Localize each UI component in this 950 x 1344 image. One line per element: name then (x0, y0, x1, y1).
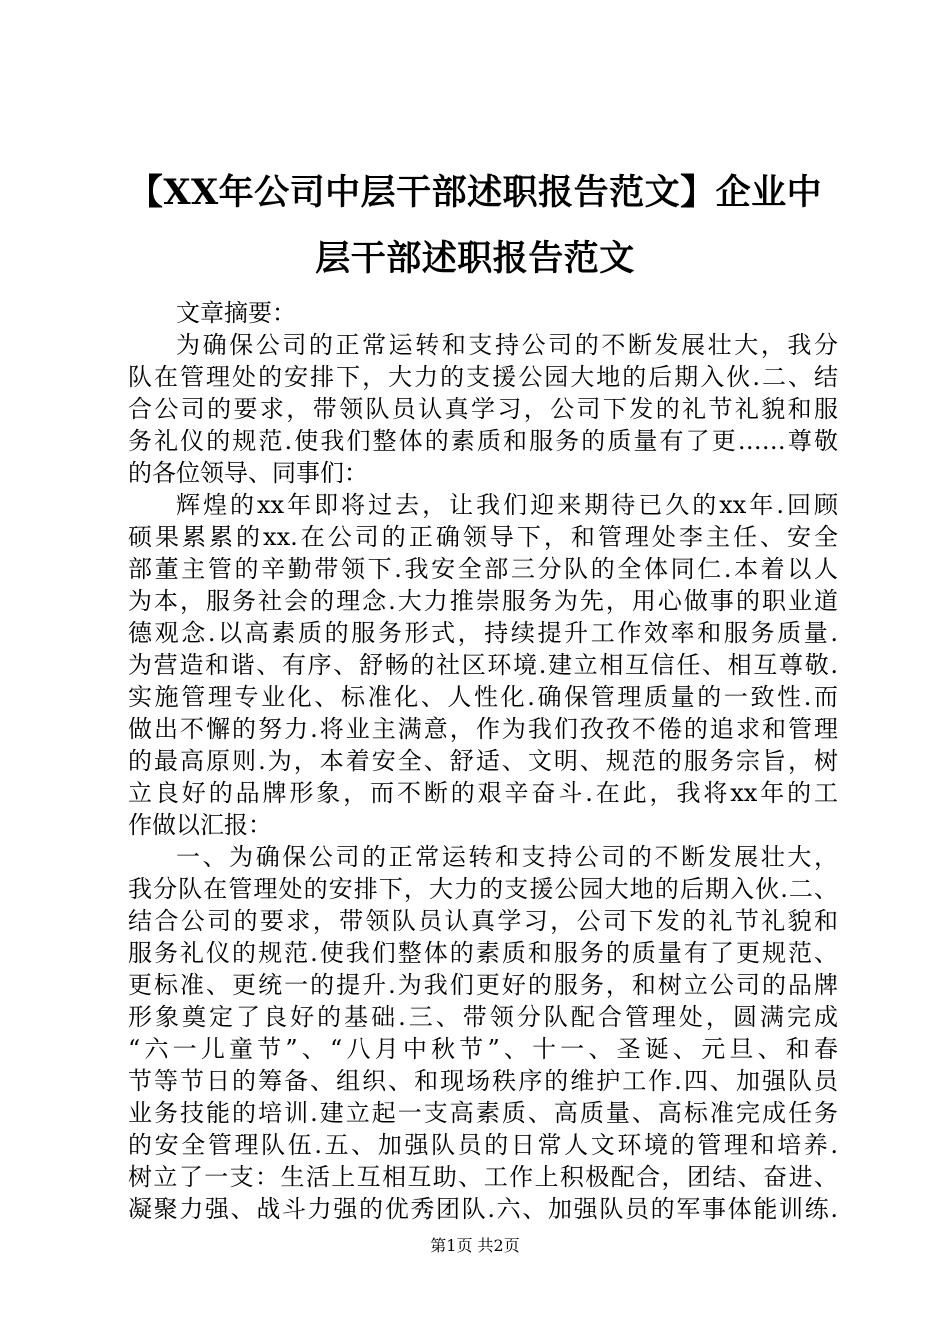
body-text-line: 更标准、更统一的提升.为我们更好的服务，和树立公司的品牌 (128, 971, 838, 999)
document-body (128, 297, 838, 1225)
body-text-line: 节等节日的筹备、组织、和现场秩序的维护工作.四、加强队员 (128, 1067, 838, 1095)
body-text-line: 做出不懈的努力.将业主满意，作为我们孜孜不倦的追求和管理 (128, 715, 838, 743)
body-text-line: 一、为确保公司的正常运转和支持公司的不断发展壮大， (176, 843, 838, 871)
body-text-line: 的安全管理队伍.五、加强队员的日常人文环境的管理和培养. (128, 1131, 838, 1159)
body-text-line: 务礼仪的规范.使我们整体的素质和服务的质量有了更……尊敬 (128, 427, 838, 455)
body-text-line: 我分队在管理处的安排下，大力的支援公园大地的后期入伙.二、 (128, 875, 838, 903)
body-text-line: 业务技能的培训.建立起一支高素质、高质量、高标准完成任务 (128, 1099, 838, 1127)
body-text-line: 为本，服务社会的理念.大力推崇服务为先，用心做事的职业道 (128, 587, 838, 615)
body-text-line: 的各位领导、同事们： (128, 459, 368, 487)
body-text-line: 队在管理处的安排下，大力的支援公园大地的后期入伙.二、结 (128, 363, 838, 391)
body-text-line: 为确保公司的正常运转和支持公司的不断发展壮大，我分 (176, 331, 838, 359)
body-text-line: 德观念.以高素质的服务形式，持续提升工作效率和服务质量. (128, 619, 838, 647)
body-text-line: 合公司的要求，带领队员认真学习，公司下发的礼节礼貌和服 (128, 395, 838, 423)
body-text-line: 辉煌的xx年即将过去，让我们迎来期待已久的xx年.回顾 (176, 491, 838, 519)
body-text-line: 服务礼仪的规范.使我们整体的素质和服务的质量有了更规范、 (128, 939, 838, 967)
page-footer: 第1页 共2页 (430, 1236, 520, 1255)
body-text-line: 凝聚力强、战斗力强的优秀团队.六、加强队员的军事体能训练. (128, 1195, 838, 1223)
body-text-line: 的最高原则.为，本着安全、舒适、文明、规范的服务宗旨，树 (128, 747, 838, 775)
document-title (120, 160, 830, 292)
body-text-line: 文章摘要： (176, 299, 296, 327)
body-text-line: 作做以汇报： (128, 811, 272, 839)
title-line-2: 层干部述职报告范文 (315, 238, 635, 279)
body-text-line: 硕果累累的xx.在公司的正确领导下，和管理处李主任、安全 (128, 523, 838, 551)
title-line-1: 【XX年公司中层干部述职报告范文】企业中 (127, 172, 823, 213)
body-text-line: 形象奠定了良好的基础.三、带领分队配合管理处，圆满完成 (128, 1003, 838, 1031)
body-text-line: 结合公司的要求，带领队员认真学习，公司下发的礼节礼貌和 (128, 907, 838, 935)
body-text-line: 部董主管的辛勤带领下.我安全部三分队的全体同仁.本着以人 (128, 555, 838, 583)
body-text-line: 立良好的品牌形象，而不断的艰辛奋斗.在此，我将xx年的工 (128, 779, 838, 807)
body-text-line: 为营造和谐、有序、舒畅的社区环境.建立相互信任、相互尊敬. (128, 651, 838, 679)
body-text-line: 实施管理专业化、标准化、人性化.确保管理质量的一致性.而 (128, 683, 838, 711)
body-text-line: “六一儿童节”、“八月中秋节”、十一、圣诞、元旦、和春 (128, 1035, 838, 1063)
body-text-line: 树立了一支：生活上互相互助、工作上积极配合，团结、奋进、 (128, 1163, 838, 1191)
